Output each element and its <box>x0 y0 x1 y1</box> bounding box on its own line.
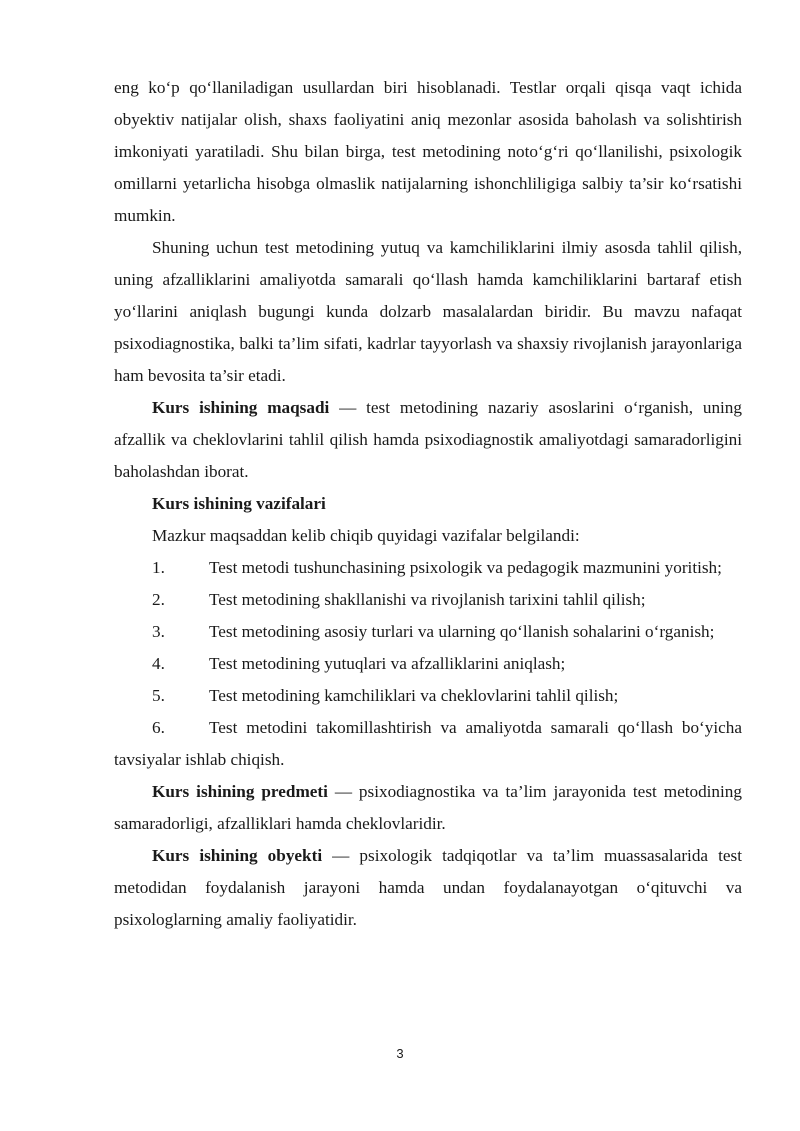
relevance-paragraph: Shuning uchun test metodining yutuq va kamchiliklarini ilmiy asosda tahlil qilish, uning afzalliklarini amaliyotda samarali qo‘llash hamda kamchiliklarini bartaraf etish yo‘llarini aniqlash bugungi kunda dolzarb masalalardan biridir. Bu mavzu nafaqat psixodiagnostika, balki ta’lim sifati, kadrlar tayyorlash va shaxsiy rivojlanish jarayonlariga ham bevosita ta’sir etadi. <box>114 238 742 385</box>
task-number: 4. <box>152 654 165 673</box>
intro-paragraph-continuation: eng ko‘p qo‘llaniladigan usullardan biri hisoblanadi. Testlar orqali qisqa vaqt ichida obyektiv natijalar olish, shaxs faoliyatini aniq mezonlar asosida baholash va solishtirish imkoniyati yaratiladi. Shu bilan birga, test metodining noto‘g‘ri qo‘llanilishi, psixologik omillarni yetarlicha hisobga olmaslik natijalarning ishonchliligiga salbiy ta’sir ko‘rsatishi mumkin. <box>114 78 742 225</box>
task-item-2 <box>114 584 742 616</box>
task-item-3 <box>114 616 742 648</box>
task-item-5 <box>114 680 742 712</box>
subject-text: — psixodiagnostika va ta’lim jarayonida test metodining samaradorligi, afzalliklari hamda cheklovlaridir. <box>114 782 742 833</box>
task-number: 6. <box>152 718 165 737</box>
goal-paragraph <box>114 392 742 488</box>
task-text: Test metodini takomillashtirish va amaliyotda samarali qo‘llash bo‘yicha tavsiyalar ishlab chiqish. <box>114 718 742 769</box>
subject-paragraph <box>114 776 742 840</box>
subject-label: Kurs ishining predmeti <box>152 782 328 801</box>
task-text: Test metodining yutuqlari va afzalliklarini aniqlash; <box>209 654 566 673</box>
task-text: Test metodining kamchiliklari va cheklovlarini tahlil qilish; <box>209 686 619 705</box>
tasks-heading: Kurs ishining vazifalari <box>152 494 326 513</box>
page-body <box>114 72 742 936</box>
object-label: Kurs ishining obyekti <box>152 846 323 865</box>
goal-text: — test metodining nazariy asoslarini o‘rganish, uning afzallik va cheklovlarini tahlil qilish hamda psixodiagnostik amaliyotdagi samaradorligini baholashdan iborat. <box>114 398 742 481</box>
tasks-intro: Mazkur maqsaddan kelib chiqib quyidagi vazifalar belgilandi: <box>152 526 580 545</box>
task-text: Test metodining asosiy turlari va ularning qo‘llanish sohalarini o‘rganish; <box>209 622 715 641</box>
task-item-1 <box>114 552 742 584</box>
task-item-4 <box>114 648 742 680</box>
task-number: 1. <box>152 558 165 577</box>
task-text: Test metodining shakllanishi va rivojlanish tarixini tahlil qilish; <box>209 590 646 609</box>
goal-label: Kurs ishining maqsadi <box>152 398 330 417</box>
page-number: 3 <box>396 1046 404 1061</box>
task-text: Test metodi tushunchasining psixologik va pedagogik mazmunini yoritish; <box>209 558 722 577</box>
task-number: 2. <box>152 590 165 609</box>
object-text: — psixologik tadqiqotlar va ta’lim muassasalarida test metodidan foydalanish jarayoni hamda undan foydalanayotgan o‘qituvchi va psixologlarning amaliy faoliyatidir. <box>114 846 742 929</box>
task-number: 5. <box>152 686 165 705</box>
object-paragraph <box>114 840 742 936</box>
task-number: 3. <box>152 622 165 641</box>
task-item-6 <box>114 712 742 776</box>
